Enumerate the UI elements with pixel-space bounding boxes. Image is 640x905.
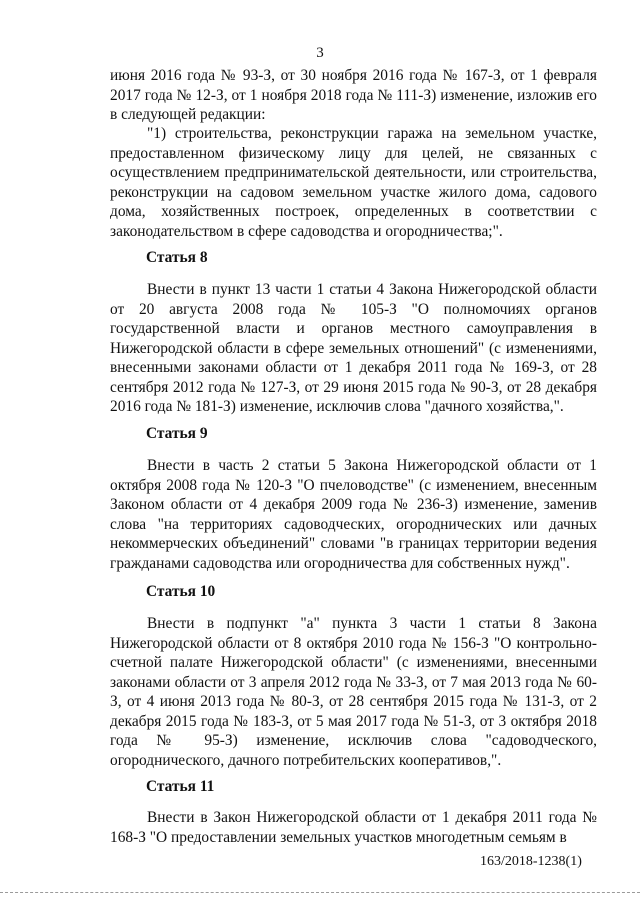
- quoted-amendment-paragraph: "1) строительства, реконструкции гаража на земельном участке, предоставленном физическому лицу для целей, не связанных с осуществлением предпринимательской деятельности, или строительства, реконструкции на садовом земельном участке жилого дома, садового дома, хозяйственных построек, определенных в соответствии с законодательством в сфере садоводства и огородничества;".: [110, 125, 597, 240]
- article-10-heading: Статья 10: [146, 583, 216, 600]
- article-11-heading: Статья 11: [146, 778, 215, 795]
- intro-paragraph: июня 2016 года № 93-З, от 30 ноября 2016 года № 167-З, от 1 февраля 2017 года № 12-З, от 1 ноября 2018 года № 111-З) изменение, изложив его в следующей редакции:: [110, 67, 597, 123]
- document-code: 163/2018-1238(1): [480, 854, 582, 869]
- bottom-dashed-rule: [0, 892, 640, 893]
- page-number: 3: [316, 45, 324, 61]
- article-9-text: Внести в часть 2 статьи 5 Закона Нижегородской области от 1 октября 2008 года № 120-З "О пчеловодстве" (с изменением, внесенным Законом области от 4 декабря 2009 года № 236-З) изменение, заменив слова "на территориях садоводческих, огороднических или дачных некоммерческих объединений" словами "в границах территории ведения гражданами садоводства или огородничества для собственных нужд".: [110, 457, 597, 572]
- article-8-text: Внести в пункт 13 части 1 статьи 4 Закона Нижегородской области от 20 августа 2008 года № 105-З "О полномочиях органов государственной власти и органов местного самоуправления в Нижегородской области в сфере земельных отношений" (с изменениями, внесенными законами области от 1 декабря 2011 года № 169-З, от 28 сентября 2012 года № 127-З, от 29 июня 2015 года № 90-З, от 28 декабря 2016 года № 181-З) изменение, исключив слова "дачного хозяйства,".: [110, 281, 597, 415]
- article-8-heading: Статья 8: [146, 249, 208, 266]
- article-11-text: Внести в Закон Нижегородской области от 1 декабря 2011 года № 168-З "О предоставлении земельных участков многодетным семьям в: [110, 809, 597, 846]
- article-10-text: Внести в подпункт "а" пункта 3 части 1 статьи 8 Закона Нижегородской области от 8 октября 2010 года № 156-З "О контрольно-счетной палате Нижегородской области" (с изменениями, внесенными законами области от 3 апреля 2012 года № 33-З, от 7 мая 2013 года № 60-З, от 4 июня 2013 года № 80-З, от 28 сентября 2015 года № 131-З, от 2 декабря 2015 года № 183-З, от 5 мая 2017 года № 51-З, от 3 октября 2018 года № 95-З) изменение, исключив слова "садоводческого, огороднического, дачного потребительских кооперативов,".: [110, 615, 597, 769]
- article-9-heading: Статья 9: [146, 425, 208, 442]
